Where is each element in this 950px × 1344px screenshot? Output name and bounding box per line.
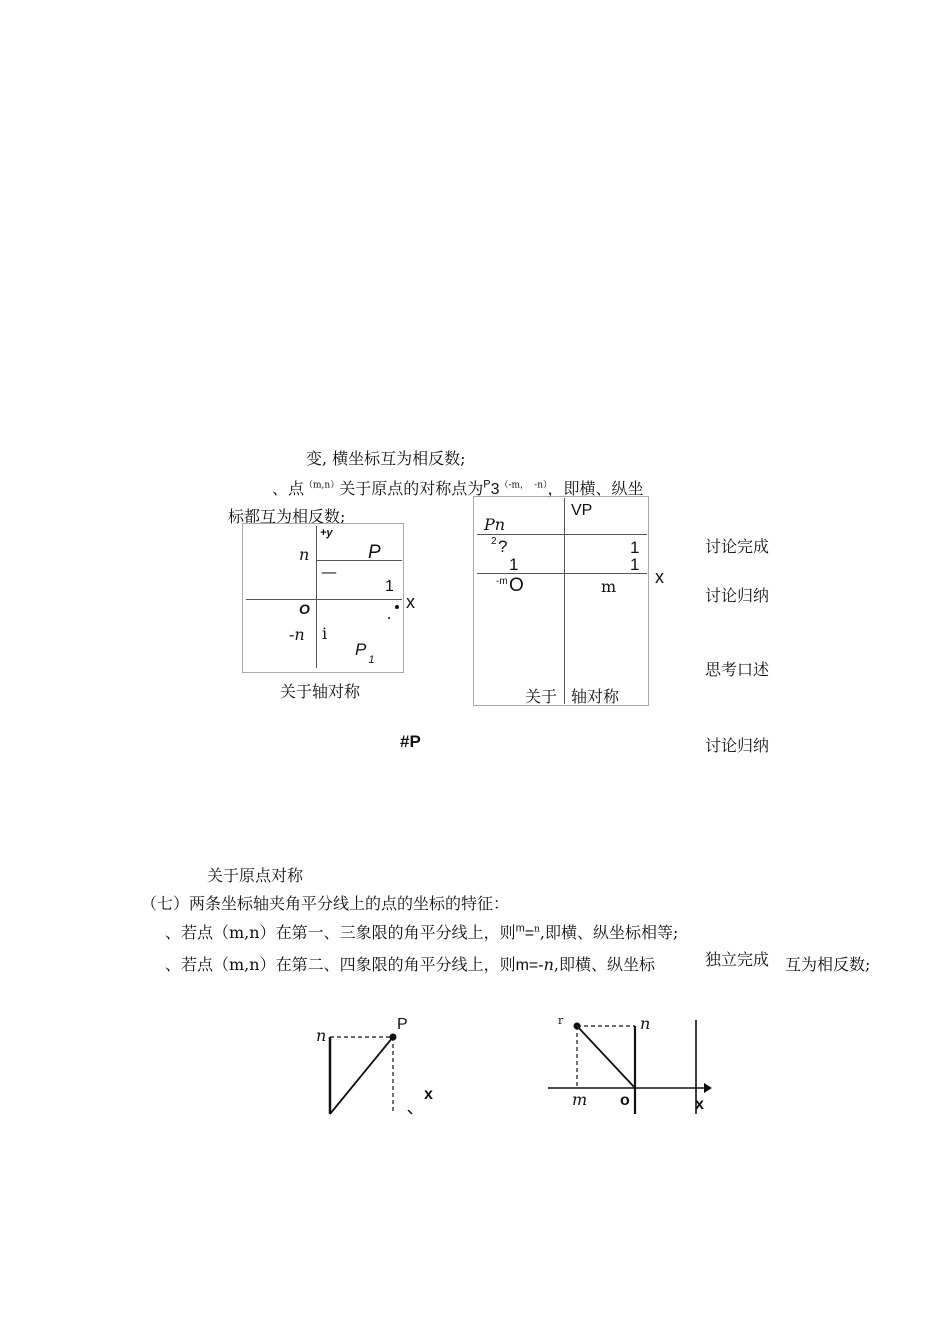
fig2-one-right-top: 1 [630,538,640,557]
fig2-sup-2: 2 [491,536,497,547]
line2-sup-mn: （m,n） [304,480,340,491]
fig3-x-label: x [424,1086,433,1103]
bullet2-tail: 互为相反数; [785,955,871,974]
fig2-one-left: 1 [509,555,519,574]
fig1-x-label: x [406,592,415,612]
fig4-svg [540,1010,720,1120]
bullet-2 [165,952,655,975]
fig2-question: ? [498,537,508,556]
bullet2-prefix: 、若点（m,n）在第二、四象限的角平分线上，则 [165,955,516,974]
fig1-p1-subscript: 1 [368,654,375,666]
section-title: （七）两条坐标轴夹角平分线上的点的坐标的特征： [141,894,510,913]
fig2-upper-line [477,534,647,535]
fig2-x-label: x [655,567,664,587]
line2-p: P [483,478,491,491]
line2-sup-neg-n: -n） [534,480,548,491]
fig2-origin: O [509,575,524,596]
hash-p-label: #P [400,732,421,751]
figure-bisector-1-3 [300,1010,450,1120]
side-note-4: 讨论归纳 [705,736,770,755]
fig2-y-axis [564,498,565,704]
side-note-1: 讨论完成 [705,537,770,556]
fig1-dash: — [321,562,337,581]
fig2-pn-label: Pn [484,515,506,534]
fig4-n-label: n [640,1014,651,1033]
bullet-1 [165,920,678,943]
fig2-one-right-bottom: 1 [630,555,640,574]
line2-3: 3 [490,481,500,498]
text-line-3: 标都互为相反数; [228,507,346,526]
fig4-origin-label: o [620,1092,630,1109]
fig2-caption-left: 关于 [525,687,558,706]
fig2-neg-m: -m [496,576,508,587]
fig1-x-axis [246,599,402,600]
fig1-point-dot-small [388,617,390,619]
fig3-p-label: P [397,1016,408,1033]
fig2-caption-right: 轴对称 [571,687,620,706]
line2-suffix: ，即横、纵坐 [547,479,644,498]
fig4-point [574,1023,581,1030]
side-note-2: 讨论归纳 [705,586,770,605]
fig1-caption: 关于轴对称 [280,682,361,701]
line2-prefix: 、点 [272,479,305,498]
fig4-m-label: m [572,1090,588,1109]
caption-origin-symmetry: 关于原点对称 [207,866,304,885]
fig3-axis-tick [408,1110,412,1114]
fig3-n-label: n [316,1026,327,1045]
fig4-x-label: x [695,1096,704,1113]
fig1-point-dot [395,605,399,609]
fig1-n-label: n [299,545,310,564]
figure-bisector-2-4 [540,1010,720,1120]
bullet2-suffix: ,即横、纵坐标 [553,955,655,974]
bullet1-prefix: 、若点（m,n）在第一、三象限的角平分线上，则 [165,923,516,942]
fig4-r-label: r [558,1014,564,1027]
fig2-x-axis [477,573,647,574]
bullet1-n: n [534,924,540,935]
bullet2-mid: m=- [515,957,544,974]
fig3-point [390,1034,397,1041]
fig1-one: 1 [385,578,394,595]
fig3-bisector [330,1037,393,1114]
bullet1-eq: = [524,925,535,942]
fig2-vp-label: VP [571,502,593,519]
fig1-y-axis [316,526,317,668]
side-note-3: 思考口述 [705,660,770,679]
fig1-neg-n-label: -n [289,625,305,644]
fig4-bisector [577,1026,635,1088]
fig2-m-label: m [601,577,617,596]
fig1-p-label: P [368,542,381,563]
bullet2-n: n [543,955,554,974]
fig4-x-arrow [704,1083,712,1093]
line2-sup-neg-m: （-m， [499,480,530,491]
fig1-y-label: +y [320,527,333,539]
fig1-p1-letter: P [355,640,367,659]
bullet1-m: m [515,922,525,935]
fig1-p-line [316,560,402,561]
line2-mid: 关于原点的对称点为 [339,479,484,498]
fig1-origin-label: O [299,601,310,617]
text-line-1: 变, 横坐标互为相反数; [306,449,466,468]
side-note-5: 独立完成 [705,950,770,969]
fig1-p1-label [355,640,375,666]
bullet1-suffix: ,即横、纵坐标相等; [539,923,679,942]
fig1-i-mark: i [322,624,328,643]
